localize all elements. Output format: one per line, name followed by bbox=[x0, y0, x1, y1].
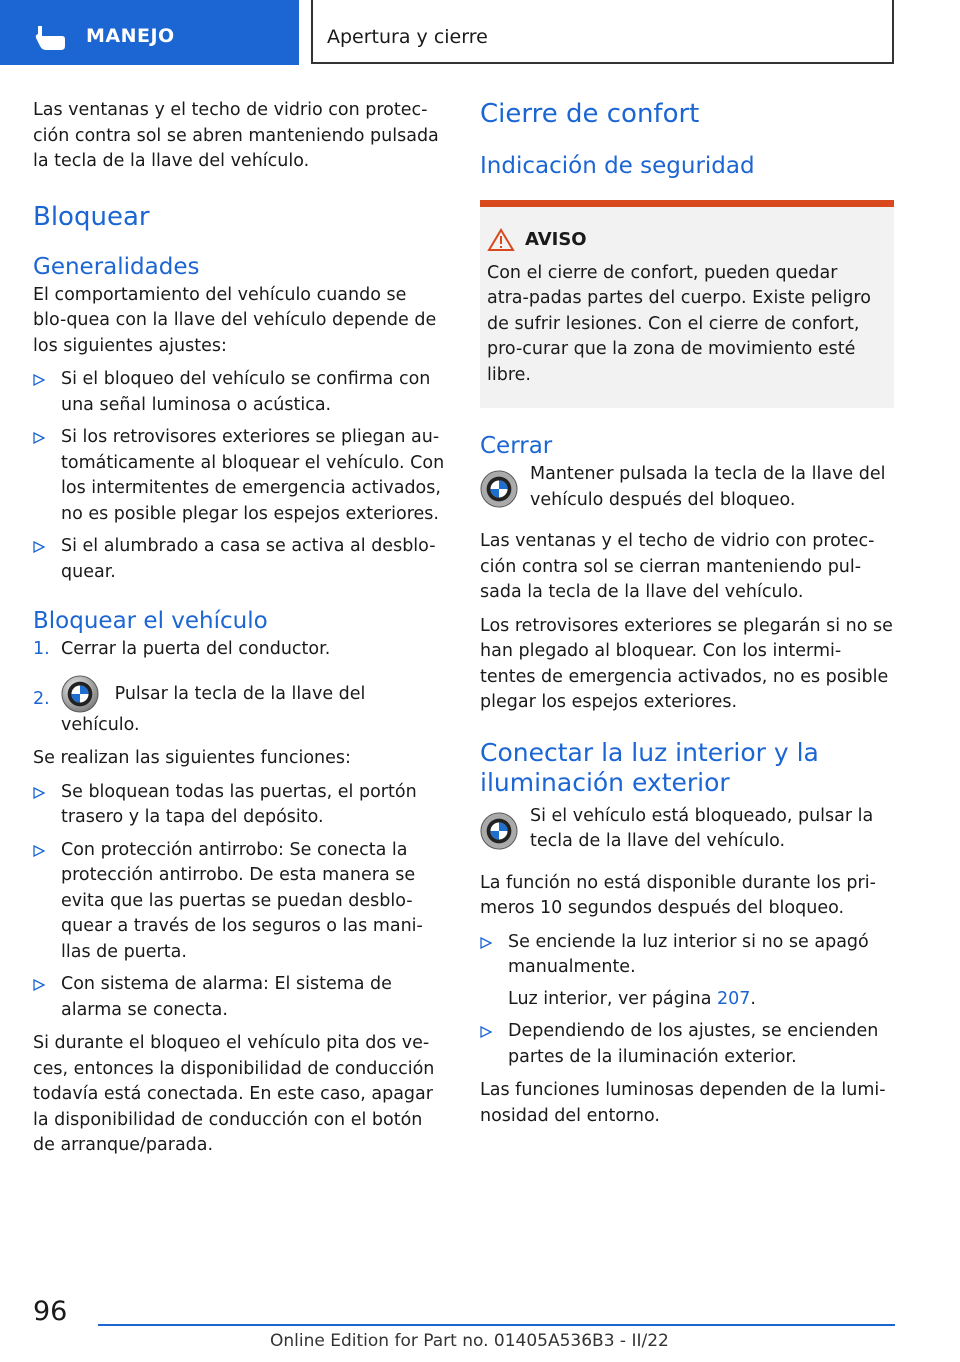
page-number: 96 bbox=[33, 1296, 68, 1327]
bmw-logo-icon bbox=[480, 812, 518, 850]
heading-conectar-luz: Conectar la luz interior y la iluminación exterior bbox=[480, 737, 819, 797]
list-item: Con sistema de alarma: El sistema de alarma se conecta. bbox=[33, 972, 445, 1023]
cerrar-paragraph-1: Las ventanas y el techo de vidrio con protec-ción contra sol se cierran manteniendo pul-sada la tecla de la llave del vehículo. bbox=[480, 531, 875, 602]
bullet-triangle-icon bbox=[33, 845, 45, 857]
list-item: Se bloquean todas las puertas, el portón trasero y la tapa del depósito. bbox=[33, 780, 445, 831]
step-item: 2. Pulsar la tecla de la llave del vehículo. bbox=[33, 675, 445, 739]
warning-label: AVISO bbox=[525, 229, 587, 250]
bullet-triangle-icon bbox=[33, 374, 45, 386]
steering-hand-icon bbox=[32, 22, 68, 52]
list-item: Si el bloqueo del vehículo se confirma con una señal luminosa o acústica. bbox=[33, 367, 445, 418]
warning-triangle-icon bbox=[487, 228, 515, 252]
warning-text: Con el cierre de confort, pueden quedar atra-padas partes del cuerpo. Existe peligro de sufrir lesiones. Con el cierre de confort, pro-curar que la zona de movimiento esté libre. bbox=[487, 262, 871, 385]
chapter-header bbox=[311, 0, 894, 64]
cerrar-paragraph-2: Los retrovisores exteriores se plegarán si no se han plegado al bloquear. Con los intermi-tentes de emergencia activados, no es posible plegar los espejos exteriores. bbox=[480, 615, 893, 712]
bullet-triangle-icon bbox=[33, 541, 45, 553]
warning-box bbox=[480, 200, 894, 408]
conectar-instruction: Si el vehículo está bloqueado, pulsar la tecla de la llave del vehículo. bbox=[480, 804, 894, 855]
warning-header bbox=[487, 227, 884, 253]
section-label: MANEJO bbox=[86, 25, 175, 47]
steps-list bbox=[33, 637, 445, 738]
heading-indicacion-seguridad: Indicación de seguridad bbox=[480, 153, 755, 179]
heading-generalidades: Generalidades bbox=[33, 253, 200, 280]
funciones-text: Se realizan las siguientes funciones: bbox=[33, 748, 351, 768]
cerrar-instruction: Mantener pulsada la tecla de la llave del vehículo después del bloqueo. bbox=[480, 462, 894, 513]
closing-paragraph: Si durante el bloqueo el vehículo pita dos ve-ces, entonces la disponibilidad de conducción todavía está conectada. En este caso, apagar la disponibilidad de conducción con el botón de arranque/parada. bbox=[33, 1033, 435, 1155]
conectar-paragraph: La función no está disponible durante los pri-meros 10 segundos después del bloqueo. bbox=[480, 872, 876, 918]
left-column bbox=[33, 98, 445, 1167]
footer-divider bbox=[98, 1324, 895, 1326]
list-item: Se enciende la luz interior si no se apagó manualmente. Luz interior, ver página 207. bbox=[480, 930, 894, 1013]
heading-cierre-confort: Cierre de confort bbox=[480, 99, 700, 129]
list-item: Con protección antirrobo: Se conecta la protección antirrobo. De esta manera se evita que las puertas se puedan desblo-quear a través de los seguros o las mani-llas de puerta. bbox=[33, 838, 445, 966]
list-item: Si los retrovisores exteriores se pliegan au-tomáticamente al bloquear el vehículo. Con los intermitentes de emergencia activados, no es posible plegar los espejos exteriores. bbox=[33, 425, 445, 527]
bullet-triangle-icon bbox=[33, 432, 45, 444]
funciones-list bbox=[33, 780, 445, 1024]
right-column bbox=[480, 98, 894, 1137]
chapter-title: Apertura y cierre bbox=[327, 26, 488, 48]
bullet-triangle-icon bbox=[480, 937, 492, 949]
section-tab bbox=[0, 0, 299, 65]
bullet-triangle-icon bbox=[480, 1026, 492, 1038]
cross-reference: Luz interior, ver página 207. bbox=[508, 988, 756, 1009]
heading-cerrar: Cerrar bbox=[480, 433, 553, 459]
final-paragraph: Las funciones luminosas dependen de la lumi-nosidad del entorno. bbox=[480, 1080, 886, 1126]
bmw-logo-icon bbox=[480, 470, 518, 508]
generalidades-list bbox=[33, 367, 445, 585]
conectar-list bbox=[480, 930, 894, 1071]
generalidades-text: El comportamiento del vehículo cuando se blo-quea con la llave del vehículo depende de los siguientes ajustes: bbox=[33, 284, 437, 356]
bullet-triangle-icon bbox=[33, 787, 45, 799]
page-link[interactable]: 207 bbox=[717, 988, 751, 1009]
heading-bloquear: Bloquear bbox=[33, 201, 150, 232]
bmw-logo-icon bbox=[61, 675, 99, 713]
intro-paragraph: Las ventanas y el techo de vidrio con protec-ción contra sol se abren manteniendo pulsada la tecla de la llave del vehículo. bbox=[33, 100, 439, 171]
step-item: 1. Cerrar la puerta del conductor. bbox=[33, 639, 331, 659]
bullet-triangle-icon bbox=[33, 979, 45, 991]
list-item: Dependiendo de los ajustes, se encienden partes de la iluminación exterior. bbox=[480, 1019, 894, 1070]
list-item: Si el alumbrado a casa se activa al desblo-quear. bbox=[33, 534, 445, 585]
heading-bloquear-vehiculo: Bloquear el vehículo bbox=[33, 608, 268, 634]
edition-text: Online Edition for Part no. 01405A536B3 - II/22 bbox=[270, 1331, 669, 1351]
